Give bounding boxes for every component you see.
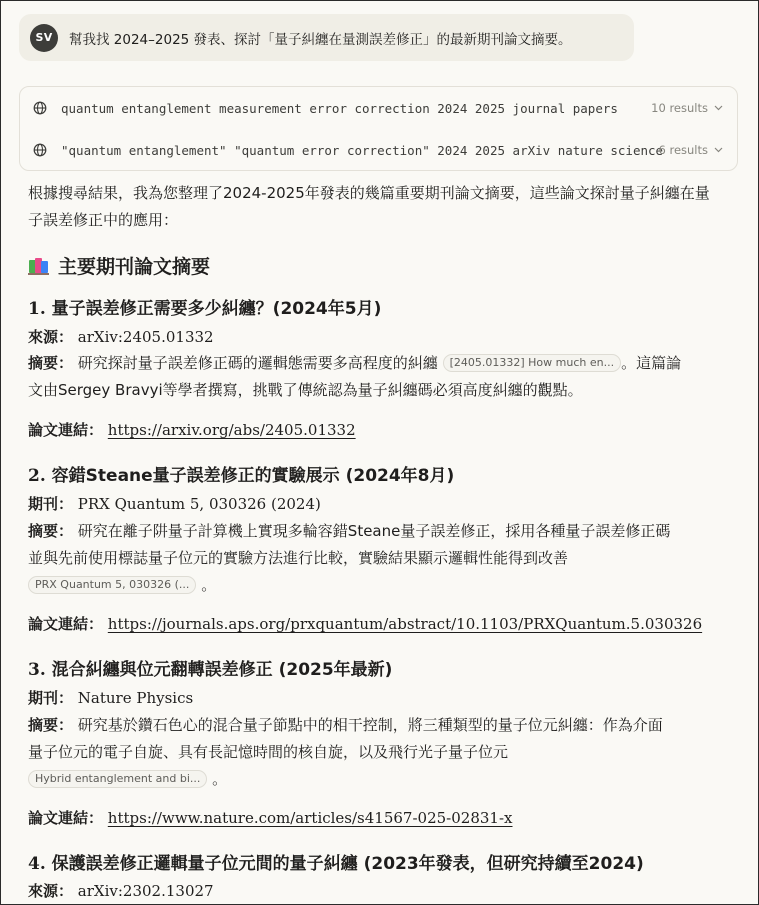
summary-text: 量子位元的電子自旋、具有長記憶時間的核自旋，以及飛行光子量子位元 [28,743,509,761]
paper-source [28,880,214,901]
globe-icon [33,143,47,157]
summary-text: 文由Sergey Bravyi等學者撰寫，挑戰了傳統認為量子糾纏碼必須高度糾纏的觀點。 [28,381,583,399]
section-heading [28,252,210,279]
results-count-label: 6 results [658,143,708,157]
source-value: arXiv:2405.01332 [77,328,214,346]
paper-journal [28,493,321,514]
user-avatar: SV [30,24,58,52]
paper-link[interactable]: https://www.nature.com/articles/s41567-025-02831-x [107,809,513,827]
paper-title [28,461,454,486]
paper-summary [28,712,718,793]
journal-value: Nature Physics [77,689,194,707]
paper-link[interactable]: https://arxiv.org/abs/2405.01332 [107,421,356,439]
section-heading-text: 主要期刊論文摘要 [58,256,211,278]
link-label: 論文連結： [28,421,104,439]
summary-text: 。 [201,576,217,594]
paper-title [28,849,644,874]
search-results-count[interactable] [659,143,724,157]
globe-icon [33,101,47,115]
paper-number: 3. [28,660,46,680]
paper-number: 4. [28,854,46,874]
user-message-text: 幫我找 2024–2025 發表、探討「量子糾纏在量測誤差修正」的最新期刊論文摘要。 [69,31,572,48]
search-results-count[interactable] [651,101,723,115]
chevron-down-icon [714,147,723,153]
journal-label: 期刊： [28,689,74,707]
paper-link-row [28,613,702,634]
journal-value: PRX Quantum 5, 030326 (2024) [77,495,321,513]
paper-link-row [28,419,356,440]
citation-chip[interactable]: Hybrid entanglement and bi... [28,770,207,788]
citation-chip[interactable]: PRX Quantum 5, 030326 (... [28,576,196,594]
source-label: 來源： [28,328,74,346]
search-query-text: "quantum entanglement" "quantum error correction" 2024 2025 arXiv nature science [61,142,664,158]
summary-label: 摘要： [28,522,74,540]
results-count-label: 10 results [651,101,708,115]
paper-title [28,294,381,319]
paper-summary [28,518,718,599]
paper-summary [28,350,718,404]
paper-journal [28,687,193,708]
books-icon [28,256,50,276]
search-query-row[interactable] [20,90,737,126]
paper-link[interactable]: https://journals.aps.org/prxquantum/abstract/10.1103/PRXQuantum.5.030326 [107,615,703,633]
user-message [19,14,634,61]
paper-title [28,655,392,680]
paper-number: 1. [28,299,46,319]
intro-paragraph: 根據搜尋結果，我為您整理了2024-2025年發表的幾篇重要期刊論文摘要，這些論文探討量子糾纏在量子誤差修正中的應用： [28,184,710,229]
paper-title-text: 保護誤差修正邏輯量子位元間的量子糾纏 (2023年發表，但研究持續至2024) [51,854,644,874]
link-label: 論文連結： [28,809,104,827]
summary-text: 研究在離子阱量子計算機上實現多輪容錯Steane量子誤差修正，採用各種量子誤差修正碼 [77,522,671,540]
citation-chip[interactable]: [2405.01332] How much en... [443,354,622,372]
paper-title-text: 容錯Steane量子誤差修正的實驗展示 (2024年8月) [51,466,455,486]
journal-label: 期刊： [28,495,74,513]
summary-label: 摘要： [28,354,74,372]
paper-link-row [28,807,513,828]
search-query-row[interactable] [20,132,737,168]
summary-text: 。這篇論 [621,354,682,372]
summary-text: 研究基於鑽石色心的混合量子節點中的相干控制，將三種類型的量子位元糾纏：作為介面 [77,716,663,734]
paper-title-text: 混合糾纏與位元翻轉誤差修正 (2025年最新) [51,660,393,680]
source-label: 來源： [28,882,74,900]
source-value: arXiv:2302.13027 [77,882,214,900]
paper-number: 2. [28,466,46,486]
search-query-text: quantum entanglement measurement error correction 2024 2025 journal papers [61,100,618,116]
summary-text: 並與先前使用標誌量子位元的實驗方法進行比較，實驗結果顯示邏輯性能得到改善 [28,549,569,567]
web-search-results-panel [19,86,738,171]
chevron-down-icon [714,105,723,111]
summary-text: 研究探討量子誤差修正碼的邏輯態需要多高程度的糾纏 [77,354,438,372]
paper-source [28,326,214,347]
paper-title-text: 量子誤差修正需要多少糾纏？(2024年5月) [51,299,382,319]
link-label: 論文連結： [28,615,104,633]
summary-text: 。 [212,770,228,788]
summary-label: 摘要： [28,716,74,734]
